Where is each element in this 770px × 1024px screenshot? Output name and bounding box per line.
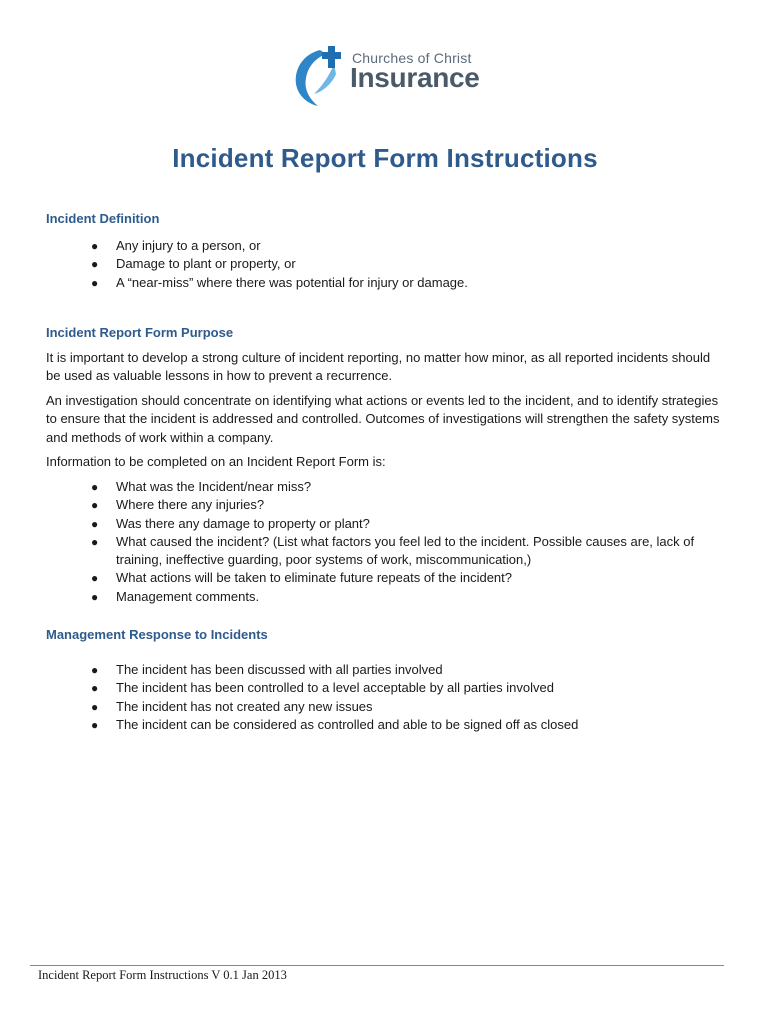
list-item: ● Was there any damage to property or plant? <box>0 515 720 533</box>
bullet-icon: ● <box>91 275 99 290</box>
management-heading: Management Response to Incidents <box>46 627 268 642</box>
purpose-paragraph-2: An investigation should concentrate on identifying what actions or events led to the incident, and to identify strategies to ensure that the incident is addressed and controlled. Outcomes of investigations will strengthen the safety systems and methods of work within a company. <box>46 393 720 445</box>
bullet-icon: ● <box>91 681 99 696</box>
list-item: ● The incident has been discussed with all parties involved <box>0 661 720 679</box>
bullet-icon: ● <box>91 480 99 494</box>
purpose-heading: Incident Report Form Purpose <box>46 325 234 340</box>
cross-swoosh-icon <box>290 44 350 110</box>
logo-line1: Churches of Christ <box>352 50 472 66</box>
definition-list <box>0 237 720 292</box>
company-logo <box>290 44 490 110</box>
list-item: ● What was the Incident/near miss? <box>0 478 720 496</box>
bullet-icon: ● <box>91 717 99 732</box>
footer-divider <box>30 965 724 966</box>
list-item: ● Management comments. <box>0 588 720 606</box>
page-title: Incident Report Form Instructions <box>172 143 598 173</box>
bullet-icon: ● <box>91 498 99 513</box>
bullet-icon: ● <box>91 534 99 549</box>
list-item: ● The incident has been controlled to a level acceptable by all parties involved <box>0 679 720 697</box>
footer-text: Incident Report Form Instructions V 0.1 Jan 2013 <box>38 968 287 982</box>
list-item: ● Any injury to a person, or <box>0 237 720 255</box>
list-item: ● What caused the incident? (List what factors you feel led to the incident. Possible causes are, lack of training, ineffective guarding, poor systems of work, miscommunication,) <box>91 533 695 568</box>
list-item: ● What actions will be taken to eliminate future repeats of the incident? <box>0 569 720 587</box>
list-item: ● Damage to plant or property, or <box>0 255 720 273</box>
purpose-paragraph-1: It is important to develop a strong culture of incident reporting, no matter how minor, as all reported incidents should be used as valuable lessons in how to prevent a recurrence. <box>46 350 711 384</box>
bullet-icon: ● <box>91 699 99 714</box>
bullet-icon: ● <box>91 239 99 253</box>
bullet-icon: ● <box>91 589 99 604</box>
list-item: ● A “near-miss” where there was potential for injury or damage. <box>0 274 720 292</box>
list-item: ● The incident can be considered as controlled and able to be signed off as closed <box>0 716 720 734</box>
list-item: ● The incident has not created any new issues <box>0 698 720 716</box>
bullet-icon: ● <box>91 571 99 586</box>
management-list <box>0 661 720 734</box>
logo-line2: Insurance <box>350 62 480 93</box>
bullet-icon: ● <box>91 516 99 531</box>
bullet-icon: ● <box>91 257 99 272</box>
purpose-paragraph-3: Information to be completed on an Incident Report Form is: <box>46 454 386 469</box>
list-item: ● Where there any injuries? <box>0 496 720 514</box>
definition-heading: Incident Definition <box>46 211 160 226</box>
bullet-icon: ● <box>91 663 99 677</box>
purpose-list <box>0 478 720 606</box>
